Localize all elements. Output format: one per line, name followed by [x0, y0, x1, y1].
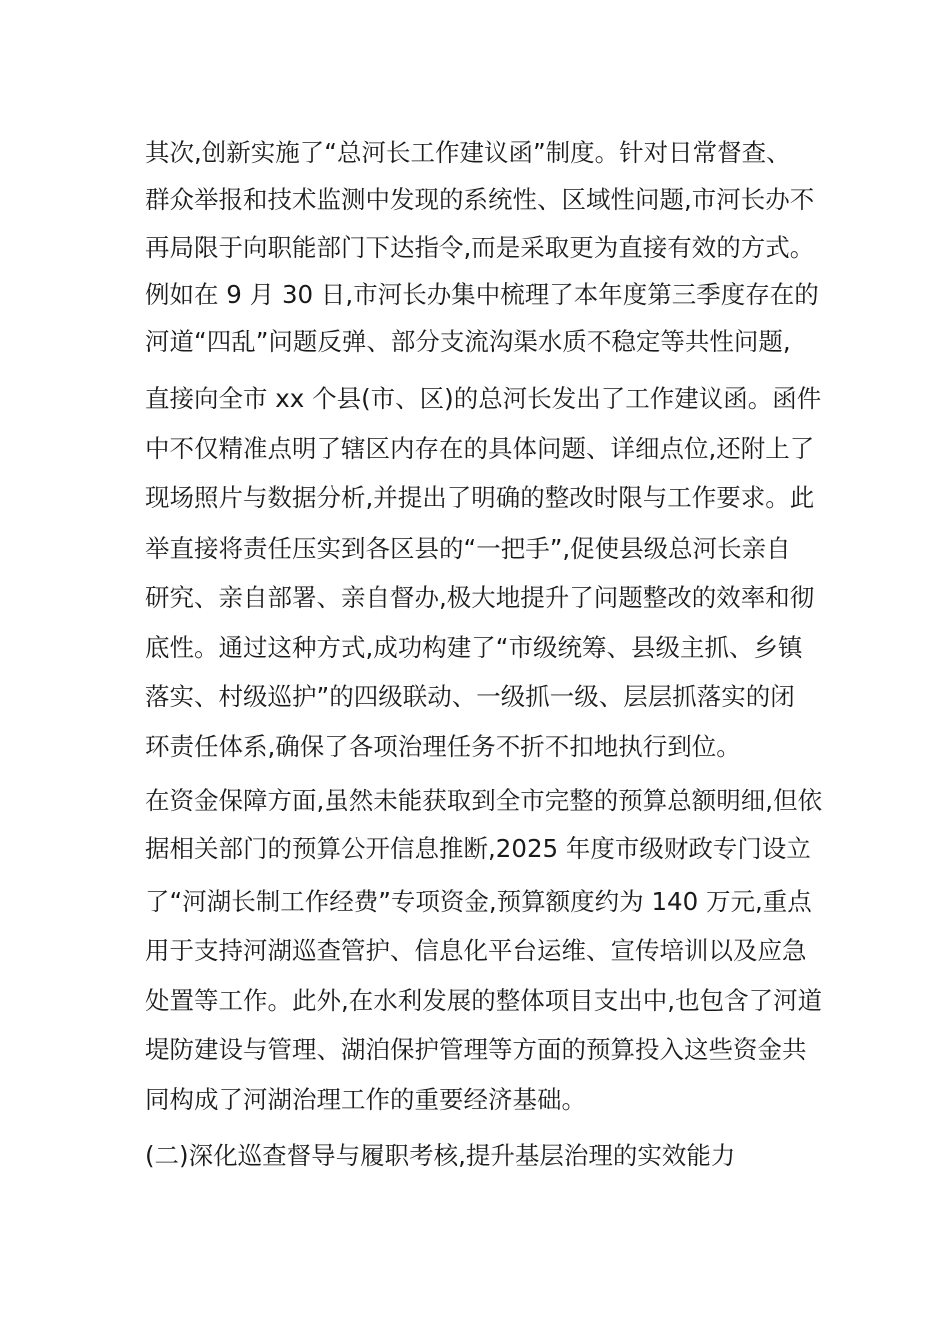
text-line: 底性。通过这种方式,成功构建了“市级统筹、县级主抓、乡镇	[145, 633, 803, 662]
text-line: 再局限于向职能部门下达指令,而是采取更为直接有效的方式。	[145, 233, 815, 262]
text-line: 同构成了河湖治理工作的重要经济基础。	[145, 1085, 586, 1114]
text-line: 河道“四乱”问题反弹、部分支流沟渠水质不稳定等共性问题,	[145, 327, 791, 356]
text-line: 了“河湖长制工作经费”专项资金,预算额度约为 140 万元,重点	[145, 887, 812, 916]
text-line: 其次,创新实施了“总河长工作建议函”制度。针对日常督查、	[145, 138, 791, 167]
text-line: 处置等工作。此外,在水利发展的整体项目支出中,也包含了河道	[145, 986, 823, 1015]
text-line: 现场照片与数据分析,并提出了明确的整改时限与工作要求。此	[145, 483, 815, 512]
text-line: 群众举报和技术监测中发现的系统性、区域性问题,市河长办不	[145, 185, 815, 214]
text-line: 环责任体系,确保了各项治理任务不折不扣地执行到位。	[145, 732, 741, 761]
text-line: 用于支持河湖巡查管护、信息化平台运维、宣传培训以及应急	[145, 936, 807, 965]
text-line: 举直接将责任压实到各区县的“一把手”,促使县级总河长亲自	[145, 534, 791, 563]
text-line: 中不仅精准点明了辖区内存在的具体问题、详细点位,还附上了	[145, 434, 815, 463]
text-line: 堤防建设与管理、湖泊保护管理等方面的预算投入这些资金共	[145, 1035, 807, 1064]
text-line: 研究、亲自部署、亲自督办,极大地提升了问题整改的效率和彻	[145, 583, 815, 612]
text-line: 在资金保障方面,虽然未能获取到全市完整的预算总额明细,但依	[145, 786, 823, 815]
section-heading: (二)深化巡查督导与履职考核,提升基层治理的实效能力	[145, 1141, 736, 1170]
text-line: 据相关部门的预算公开信息推断,2025 年度市级财政专门设立	[145, 834, 811, 863]
text-line: 直接向全市 xx 个县(市、区)的总河长发出了工作建议函。函件	[145, 384, 822, 413]
text-line: 落实、村级巡护”的四级联动、一级抓一级、层层抓落实的闭	[145, 682, 795, 711]
text-line: 例如在 9 月 30 日,市河长办集中梳理了本年度第三季度存在的	[145, 280, 819, 309]
